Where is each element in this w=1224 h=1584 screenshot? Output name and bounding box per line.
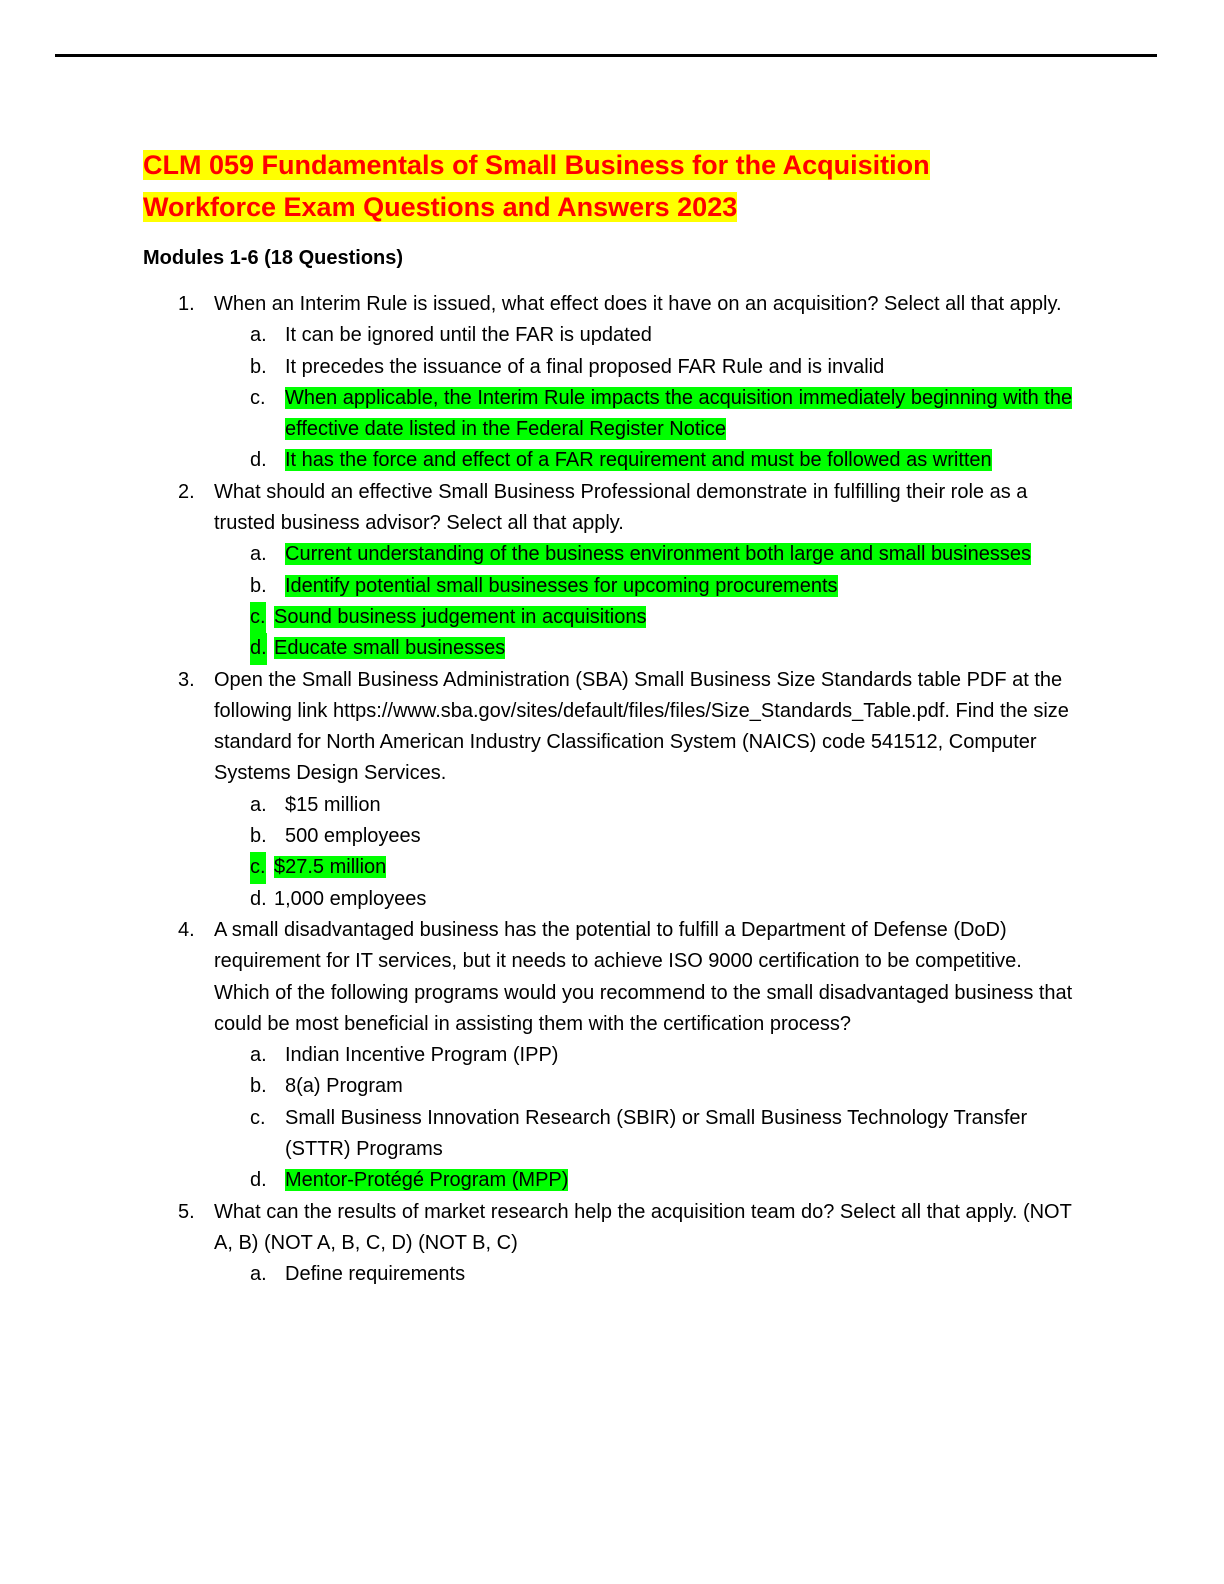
option-letter: b. [250, 825, 267, 848]
q3-option-c [178, 852, 1078, 883]
q3-option-b [178, 821, 1078, 852]
modules-heading: Modules 1-6 (18 Questions) [143, 247, 404, 269]
question-text: A small disadvantaged business has the potential to fulfill a Department of Defense (DoD) requirement for IT services, but it needs to achieve ISO 9000 certification to be competitive. Which of the following programs would you recommend to the small disadvantaged business that could be most beneficial in assisting them with the certification process? [214, 918, 1073, 1035]
option-letter: b. [250, 1075, 267, 1098]
question-4 [178, 915, 1078, 1040]
option-letter: a. [250, 1263, 267, 1286]
option-text-highlighted: Educate small businesses [274, 637, 506, 660]
option-text: It can be ignored until the FAR is updated [285, 324, 652, 347]
title-line-2: Workforce Exam Questions and Answers 2023 [143, 192, 738, 222]
question-5 [178, 1197, 1078, 1260]
option-text: Indian Incentive Program (IPP) [285, 1044, 559, 1067]
option-text-highlighted: Sound business judgement in acquisitions [274, 605, 647, 628]
option-letter: d. [250, 887, 267, 910]
question-text: What should an effective Small Business Professional demonstrate in fulfilling their role as a trusted business advisor? Select all that apply. [214, 480, 1028, 535]
question-text: Open the Small Business Administration (SBA) Small Business Size Standards table PDF at the following link https://www.sba.gov/sites/default/files/files/Size_Standards_Table.pdf. Find the size standard for North American Industry Classification System (NAICS) code 541512, Computer Systems Design Services. [214, 668, 1069, 785]
q5-option-a [178, 1259, 1078, 1290]
option-text: 1,000 employees [274, 887, 427, 910]
q2-option-c [178, 602, 1078, 633]
option-letter: c. [250, 852, 266, 883]
q1-option-d [178, 445, 1078, 476]
question-number: 3. [178, 668, 195, 691]
option-letter: a. [250, 1044, 267, 1067]
question-number: 5. [178, 1200, 195, 1223]
q4-option-b [178, 1071, 1078, 1102]
option-text-highlighted: $27.5 million [274, 856, 387, 879]
question-text: When an Interim Rule is issued, what effect does it have on an acquisition? Select all that apply. [214, 293, 1062, 315]
top-rule [55, 54, 1157, 57]
option-letter: b. [250, 355, 267, 378]
question-number: 2. [178, 480, 195, 503]
q3-option-d [178, 884, 1078, 915]
option-text: 500 employees [285, 825, 421, 848]
option-letter: d. [250, 449, 267, 472]
option-text: Define requirements [285, 1263, 466, 1286]
option-text: Small Business Innovation Research (SBIR) or Small Business Technology Transfer (STTR) Programs [285, 1106, 1028, 1161]
document-title [143, 144, 1073, 228]
option-text-highlighted: Mentor-Protégé Program (MPP) [285, 1169, 569, 1192]
option-text-highlighted: When applicable, the Interim Rule impacts the acquisition immediately beginning with the effective date listed in the Federal Register Notice [285, 386, 1073, 441]
q1-option-c [178, 383, 1078, 446]
q3-option-a [178, 790, 1078, 821]
question-1 [178, 289, 1078, 320]
question-3 [178, 665, 1078, 790]
question-text: What can the results of market research help the acquisition team do? Select all that apply. (NOT A, B) (NOT A, B, C, D) (NOT B, C) [214, 1200, 1072, 1254]
option-letter: a. [250, 324, 267, 347]
option-text: $15 million [285, 793, 381, 816]
question-number: 4. [178, 918, 195, 941]
option-letter: a. [250, 793, 267, 816]
option-letter: b. [250, 574, 267, 597]
title-line-1: CLM 059 Fundamentals of Small Business for the Acquisition [143, 150, 930, 180]
q2-option-a [178, 539, 1078, 570]
question-number: 1. [178, 293, 195, 315]
option-letter: a. [250, 543, 267, 566]
question-list [178, 289, 1078, 1291]
option-text-highlighted: It has the force and effect of a FAR requirement and must be followed as written [285, 449, 992, 472]
option-text-highlighted: Identify potential small businesses for upcoming procurements [285, 574, 838, 597]
option-letter: d. [250, 633, 267, 664]
question-2 [178, 477, 1078, 540]
option-letter: c. [250, 602, 266, 633]
option-text-highlighted: Current understanding of the business environment both large and small businesses [285, 543, 1031, 566]
option-letter: c. [250, 1106, 266, 1129]
option-text: It precedes the issuance of a final proposed FAR Rule and is invalid [285, 355, 885, 378]
q1-option-b [178, 352, 1078, 383]
q1-option-a [178, 320, 1078, 351]
q2-option-d [178, 633, 1078, 664]
q4-option-c [178, 1103, 1078, 1166]
q2-option-b [178, 571, 1078, 602]
option-text: 8(a) Program [285, 1075, 403, 1098]
option-letter: c. [250, 386, 266, 409]
q4-option-a [178, 1040, 1078, 1071]
option-letter: d. [250, 1169, 267, 1192]
q4-option-d [178, 1165, 1078, 1196]
